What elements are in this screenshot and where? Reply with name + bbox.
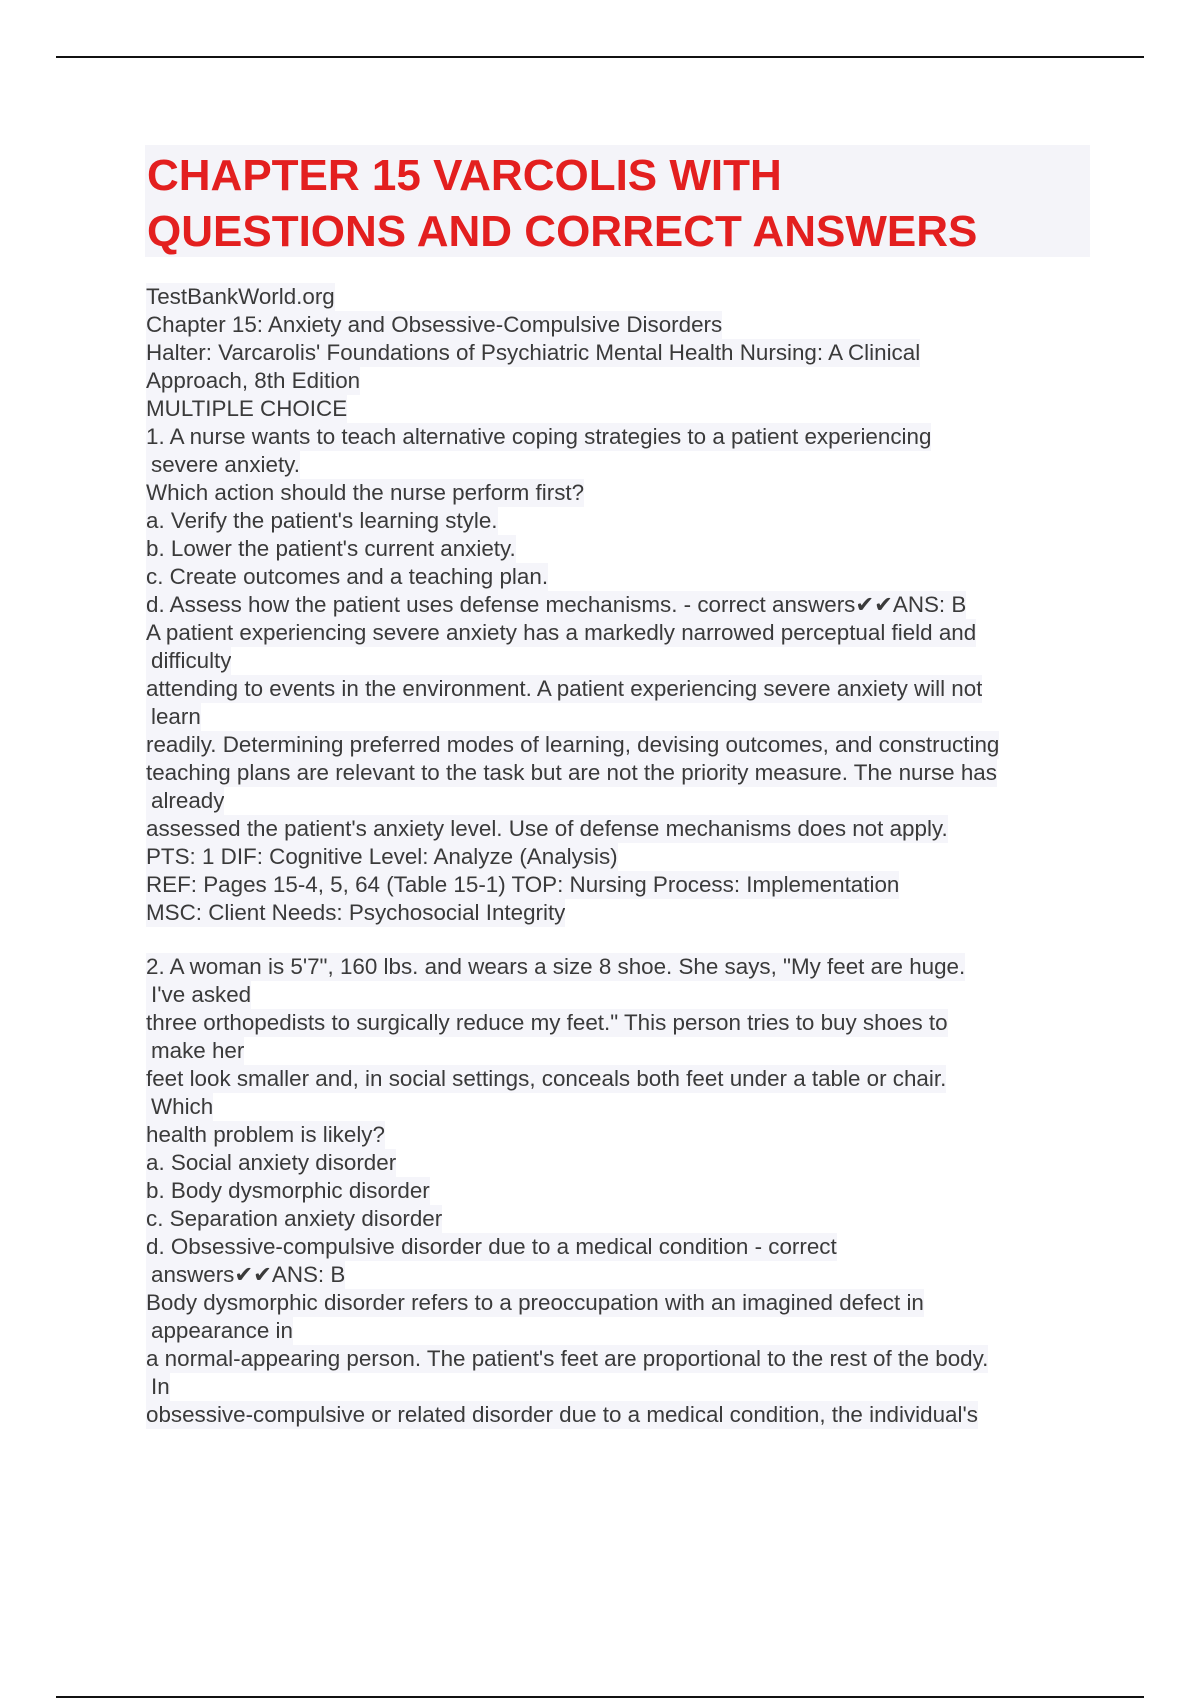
source-line: TestBankWorld.org [146, 284, 335, 309]
chapter-line: Chapter 15: Anxiety and Obsessive-Compulsive Disorders [146, 312, 723, 337]
question-1-msc: MSC: Client Needs: Psychosocial Integrity [146, 900, 566, 925]
question-1-rationale: teaching plans are relevant to the task but are not the priority measure. The nurse has [146, 760, 997, 785]
question-1-pts: PTS: 1 DIF: Cognitive Level: Analyze (Analysis) [146, 844, 618, 869]
question-2-rationale: a normal-appearing person. The patient's feet are proportional to the rest of the body. [146, 1346, 989, 1371]
document-body [146, 283, 1086, 1429]
question-1-rationale: difficulty [146, 647, 231, 675]
question-2-option-b: b. Body dysmorphic disorder [146, 1178, 430, 1203]
edition-line: Approach, 8th Edition [146, 368, 361, 393]
question-1-ref: REF: Pages 15-4, 5, 64 (Table 15-1) TOP: Nursing Process: Implementation [146, 872, 900, 897]
question-2-stem-cont: Which [146, 1093, 213, 1121]
question-1-stem: 1. A nurse wants to teach alternative coping strategies to a patient experiencing [146, 424, 932, 449]
title-line-1: CHAPTER 15 VARCOLIS WITH [147, 151, 782, 200]
question-1-prompt: Which action should the nurse perform first? [146, 480, 585, 505]
book-line: Halter: Varcarolis' Foundations of Psychiatric Mental Health Nursing: A Clinical [146, 340, 921, 365]
question-1-rationale: A patient experiencing severe anxiety has a markedly narrowed perceptual field and [146, 620, 977, 645]
question-2-stem-cont: I've asked [146, 981, 251, 1009]
question-2-stem-cont: make her [146, 1037, 244, 1065]
question-2-answer: answers✔✔ANS: B [146, 1261, 345, 1289]
question-2-stem-cont: feet look smaller and, in social settings, conceals both feet under a table or chair. [146, 1066, 947, 1091]
bottom-rule [56, 1696, 1144, 1698]
top-rule [56, 56, 1144, 58]
question-2-stem-cont: three orthopedists to surgically reduce my feet." This person tries to buy shoes to [146, 1010, 948, 1035]
question-2-rationale: appearance in [146, 1317, 293, 1345]
question-1-rationale: readily. Determining preferred modes of learning, devising outcomes, and constructing [146, 732, 1000, 757]
question-2-rationale: obsessive-compulsive or related disorder due to a medical condition, the individual's [146, 1402, 978, 1427]
question-2-option-a: a. Social anxiety disorder [146, 1150, 397, 1175]
question-2-stem: 2. A woman is 5'7", 160 lbs. and wears a size 8 shoe. She says, "My feet are huge. [146, 954, 966, 979]
question-1-rationale: already [146, 787, 224, 815]
question-1-rationale: assessed the patient's anxiety level. Use of defense mechanisms does not apply. [146, 816, 948, 841]
question-1-option-d: d. Assess how the patient uses defense mechanisms. - correct answers✔✔ANS: B [146, 592, 967, 617]
question-1-rationale: learn [146, 703, 201, 731]
section-heading: MULTIPLE CHOICE [146, 396, 348, 421]
document-title [147, 148, 1087, 260]
question-1-rationale: attending to events in the environment. A patient experiencing severe anxiety will not [146, 676, 983, 701]
question-1-option-a: a. Verify the patient's learning style. [146, 508, 498, 533]
question-2-prompt: health problem is likely? [146, 1122, 385, 1147]
question-2-option-d: d. Obsessive-compulsive disorder due to a medical condition - correct [146, 1234, 837, 1259]
question-2-option-c: c. Separation anxiety disorder [146, 1206, 443, 1231]
question-1-option-b: b. Lower the patient's current anxiety. [146, 536, 516, 561]
question-2-rationale: Body dysmorphic disorder refers to a preoccupation with an imagined defect in [146, 1290, 924, 1315]
question-1-option-c: c. Create outcomes and a teaching plan. [146, 564, 549, 589]
question-1-stem-cont: severe anxiety. [146, 451, 300, 479]
question-2-rationale: In [146, 1373, 170, 1401]
title-line-2: QUESTIONS AND CORRECT ANSWERS [147, 207, 978, 256]
